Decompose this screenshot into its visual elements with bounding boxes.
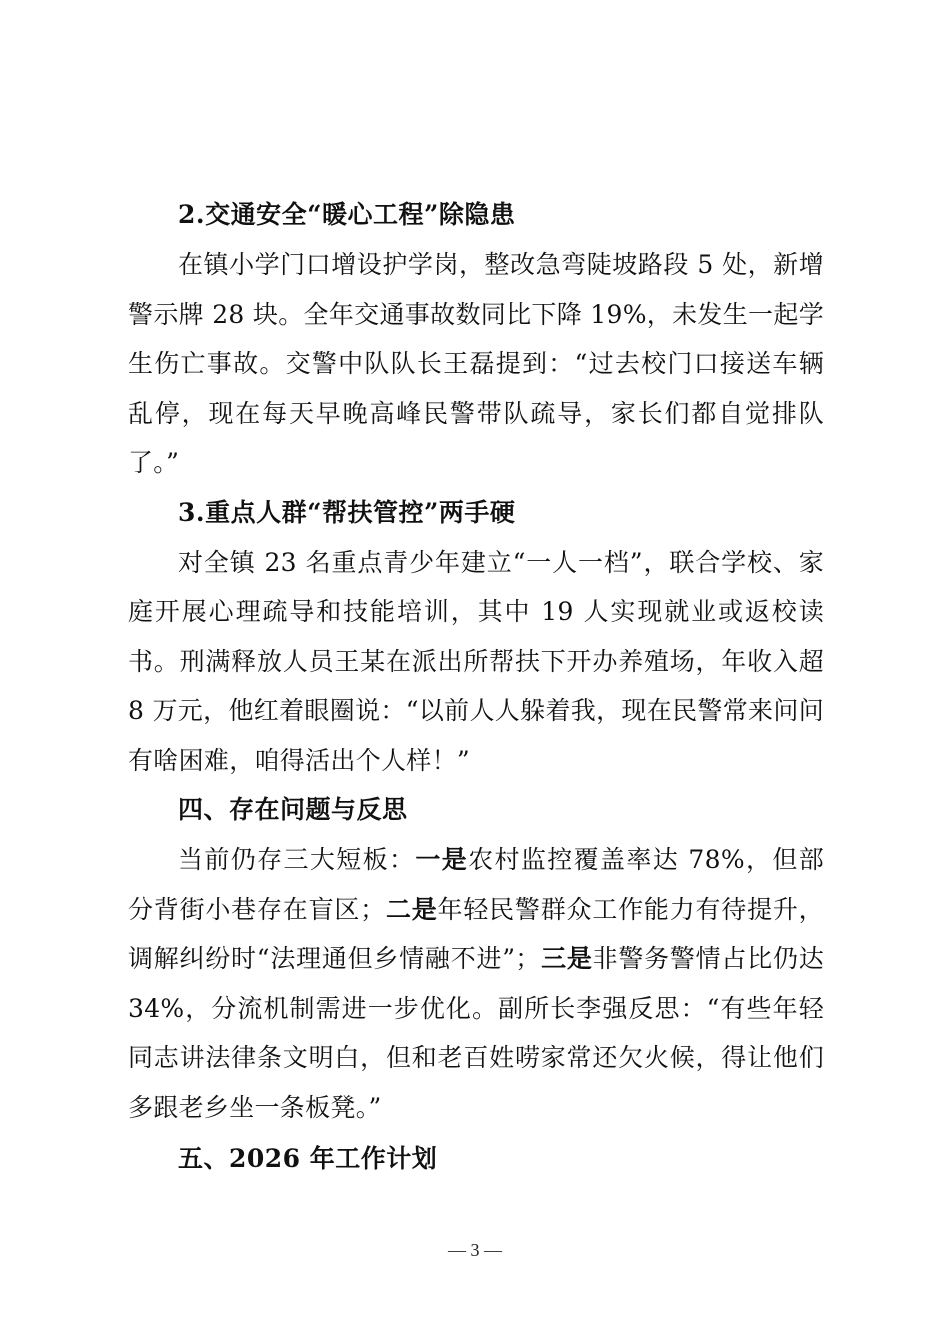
problem-text-first: 农村监控覆盖率达 78%，但部分背街小巷存在盲区； <box>128 845 824 924</box>
section-heading-problems: 四、存在问题与反思 <box>178 795 408 824</box>
problem-label-third: 三是 <box>540 944 593 973</box>
problem-text-third: 非警务警情占比仍达 34%，分流机制需进一步优化。副所长李强反思：“有些年轻同志讲法律条文明白，但和老百姓唠家常还欠火候，得让他们多跟老乡坐一条板凳。” <box>128 944 825 1122</box>
problem-label-second: 二是 <box>385 894 438 924</box>
page-number: — 3 — <box>448 1240 502 1260</box>
problem-text-second: 年轻民警群众工作能力有待提升，调解纠纷时“法理通但乡情融不进”； <box>128 894 824 973</box>
paragraph-problems <box>128 835 824 1132</box>
problems-intro: 当前仍存三大短板： <box>178 845 416 874</box>
section-heading-key-groups: 3.重点人群“帮扶管控”两手硬 <box>178 497 516 527</box>
problem-label-first: 一是 <box>415 845 469 874</box>
document-body <box>128 190 824 1184</box>
paragraph-key-groups: 对全镇 23 名重点青少年建立“一人一档”，联合学校、家庭开展心理疏导和技能培训，其中 19 人实现就业或返校读书。刑满释放人员王某在派出所帮扶下开办养殖场，年收入超 8 万元，他红着眼圈说：“以前人人躲着我，现在民警常来问问有啥困难，咱得活出个人样！” <box>128 547 824 775</box>
paragraph-traffic-safety: 在镇小学门口增设护学岗，整改急弯陡坡路段 5 处，新增警示牌 28 块。全年交通事故数同比下降 19%，未发生一起学生伤亡事故。交警中队队长王磊提到：“过去校门口接送车辆乱停，现在每天早晚高峰民警带队疏导，家长们都自觉排队了。” <box>128 250 824 477</box>
section-heading-traffic-safety: 2.交通安全“暖心工程”除隐患 <box>178 200 516 229</box>
section-heading-work-plan: 五、2026 年工作计划 <box>178 1144 438 1173</box>
